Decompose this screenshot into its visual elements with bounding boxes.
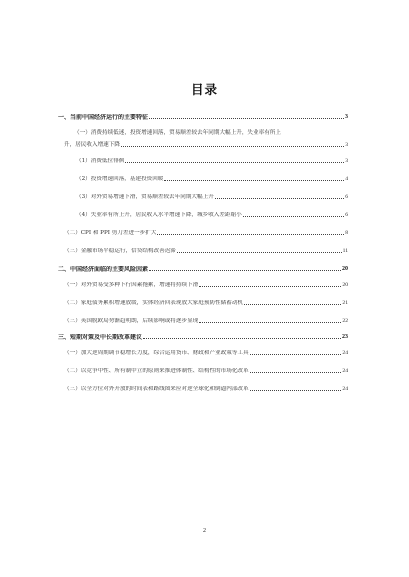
toc-entry-text: 二、中国经济面临的主要风险因素	[58, 266, 149, 273]
toc-leader-dots	[125, 162, 344, 163]
toc-entry-text: （二）家庭债务累积增速放缓，实体经济回表现放大家庭预防性储蓄动机	[64, 300, 244, 306]
toc-page-number: 24	[342, 350, 348, 356]
toc-leader-dots	[121, 146, 344, 147]
toc-leader-dots	[164, 180, 344, 181]
toc-page-number: 24	[342, 368, 348, 374]
toc-entry-text: （三）金融市场平稳运行，信贷结构改善迟滞	[64, 248, 176, 254]
toc-entry-section-1-2[interactable]	[58, 230, 348, 237]
toc-entry-text: （1）消费低位徘徊	[76, 158, 125, 164]
toc-leader-dots	[250, 390, 342, 391]
toc-entry-text: （2）投资增速回落，基建投资回暖	[76, 176, 164, 182]
toc-page-number: 22	[342, 318, 348, 324]
toc-entry-text: （一）对外贸易受多种下行因素拖累，增速将持续下滑	[64, 282, 199, 288]
toc-leader-dots	[243, 216, 344, 217]
toc-entry-text-line2: 升，居民收入增速下降	[64, 142, 120, 148]
toc-entry-section-2-1[interactable]	[58, 282, 348, 289]
toc-leader-dots	[143, 338, 341, 339]
toc-page-number: 3	[345, 142, 348, 148]
toc-entry-section-1-1-4[interactable]	[58, 212, 348, 219]
page-number: 2	[203, 528, 206, 534]
toc-entry-section-1-3[interactable]	[58, 248, 348, 255]
toc-entry-text-line1: （一）消费持续低迷，投资增速回落，贸易顺差较去年同期大幅上升，失业率有所上	[74, 130, 281, 136]
toc-leader-dots	[149, 270, 341, 271]
toc-entry-text: （一）加大逆周期调节稳增长力度，综合运用货币、财政和产业政策等工具	[64, 350, 249, 356]
toc-leader-dots	[250, 372, 342, 373]
toc-title: 目录	[190, 82, 218, 97]
toc-page-number: 8	[345, 230, 348, 236]
toc-entry-section-1[interactable]	[58, 114, 348, 121]
toc-entry-section-1-1-3[interactable]	[58, 194, 348, 201]
toc-entry-section-2-2[interactable]	[58, 300, 348, 307]
toc-entry-text: （4）失业率有所上升，居民收入水平增速下降，城乡收入差距缩小	[76, 212, 242, 218]
toc-page-number: 20	[342, 282, 348, 288]
toc-entry-section-1-1-2[interactable]	[58, 176, 348, 183]
toc-entry-section-3-1[interactable]	[58, 350, 348, 357]
toc-entry-text: 三、短期对策及中长期改革建议	[58, 334, 143, 341]
toc-entry-text: （二）以竞争中性、所有制中立的原则来推进体制性、结构性的市场化改革	[64, 368, 249, 374]
toc-page-number: 21	[342, 300, 348, 306]
toc-page-number: 3	[345, 158, 348, 164]
toc-leader-dots	[199, 322, 341, 323]
toc-page-number: 3	[345, 114, 348, 120]
toc-entry-section-1-1[interactable]	[58, 130, 348, 149]
toc-entry-section-3-3[interactable]	[58, 386, 348, 393]
table-of-contents	[58, 114, 348, 393]
toc-entry-section-2-3[interactable]	[58, 318, 348, 325]
toc-entry-section-2[interactable]	[58, 266, 348, 273]
toc-page-number: 11	[342, 248, 348, 254]
toc-entry-text: （三）以全方位对外开放的时间表和路线图来应对逆全球化和倒逼内部改革	[64, 386, 249, 392]
toc-leader-dots	[244, 304, 341, 305]
toc-entry-section-3-2[interactable]	[58, 368, 348, 375]
toc-leader-dots	[215, 198, 344, 199]
toc-page-number: 4	[345, 176, 348, 182]
toc-page-number: 6	[345, 194, 348, 200]
toc-leader-dots	[157, 234, 344, 235]
toc-page-number: 23	[342, 334, 348, 340]
toc-entry-section-1-1-1[interactable]	[58, 158, 348, 165]
toc-leader-dots	[250, 354, 342, 355]
toc-page-number: 24	[342, 386, 348, 392]
toc-leader-dots	[199, 286, 341, 287]
toc-entry-section-3[interactable]	[58, 334, 348, 341]
toc-page-number: 6	[345, 212, 348, 218]
toc-entry-text: 一、当前中国经济运行的主要特征	[58, 114, 149, 121]
toc-entry-text: （三）英国脱欧局势渐趋明朗，后续影响或将逐步显现	[64, 318, 199, 324]
toc-leader-dots	[149, 118, 344, 119]
toc-entry-text: （3）对外贸易增速下滑，贸易顺差较去年同期大幅上升	[76, 194, 214, 200]
toc-page-number: 20	[342, 266, 348, 272]
toc-entry-text: （二）CPI 和 PPI 剪刀差进一步扩大	[64, 230, 157, 236]
toc-leader-dots	[177, 252, 342, 253]
